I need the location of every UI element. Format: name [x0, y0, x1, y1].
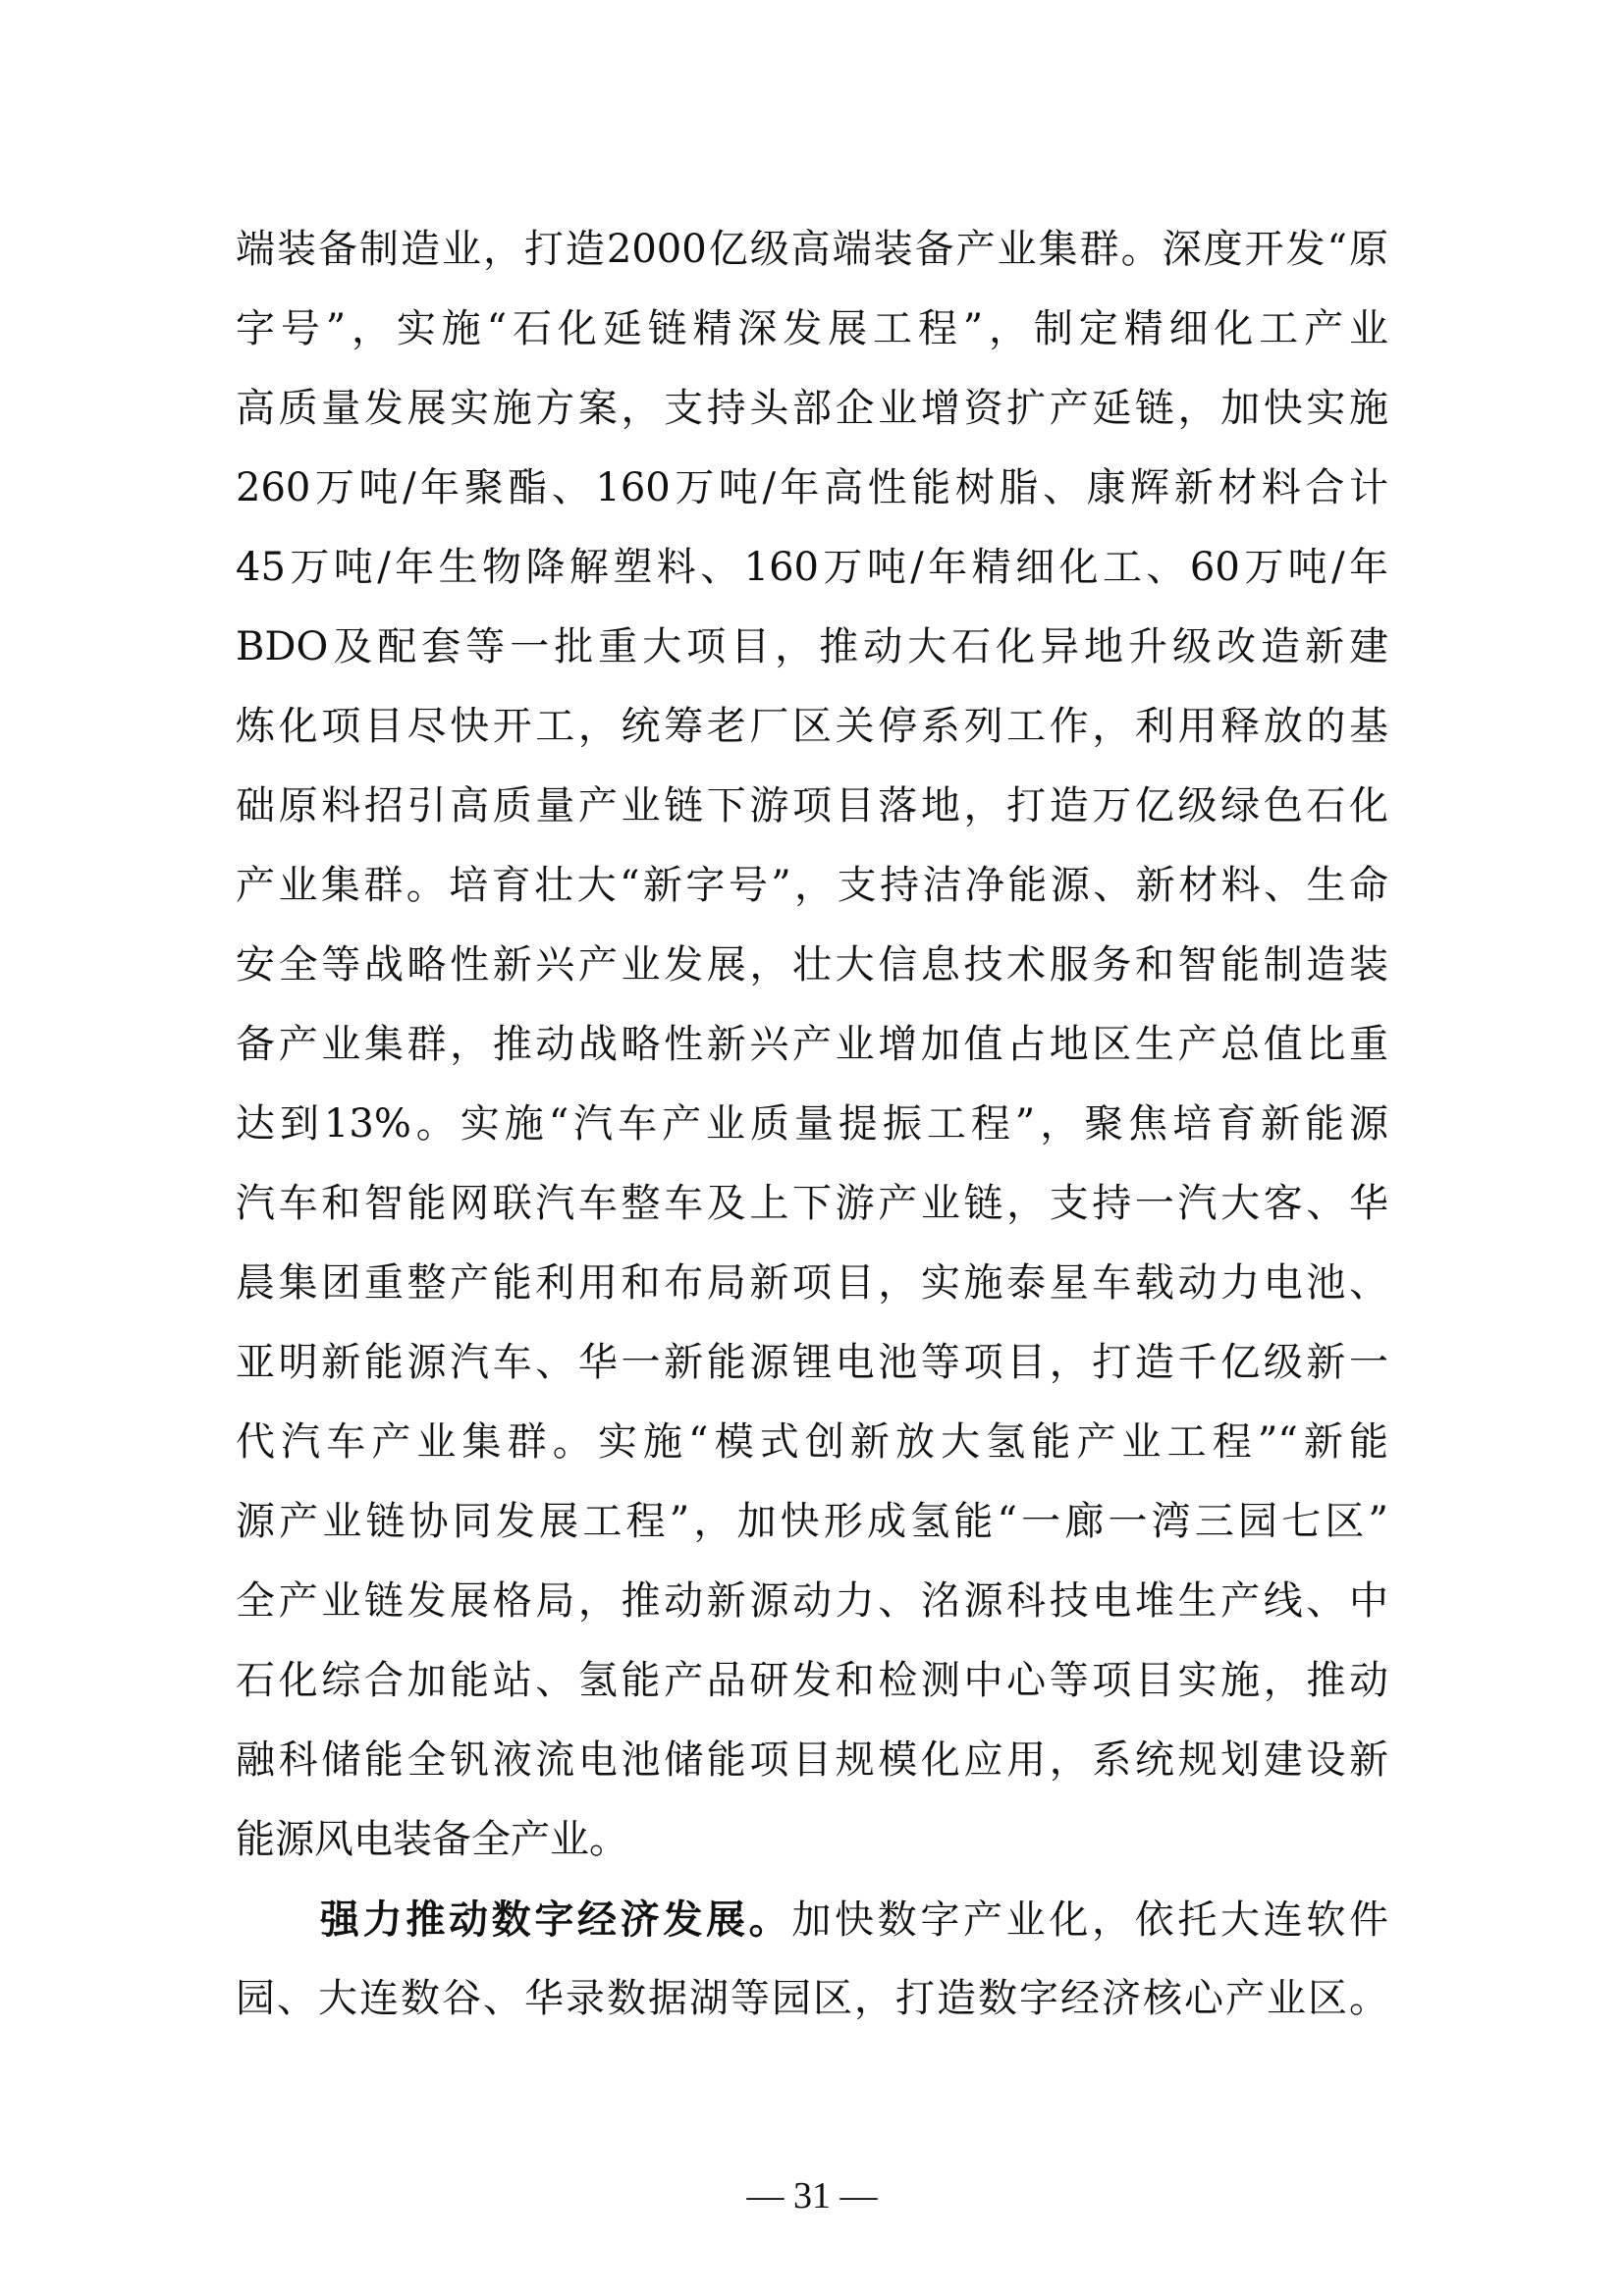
text-line: 石化综合加能站、氢能产品研发和检测中心等项目实施，推动: [236, 1658, 1388, 1703]
body-text: [236, 210, 1388, 2039]
text-line: 产业集群。培育壮大“新字号”，支持洁净能源、新材料、生命: [236, 863, 1388, 908]
text-line: 代汽车产业集群。实施“模式创新放大氢能产业工程”“新能: [236, 1419, 1388, 1465]
text-line: 晨集团重整产能利用和布局新项目，实施泰星车载动力电池、: [236, 1260, 1388, 1306]
text-line: 炼化项目尽快开工，统筹老厂区关停系列工作，利用释放的基: [236, 704, 1388, 749]
paragraph-heading: 强力推动数字经济发展。: [320, 1896, 792, 1943]
text-line: 础原料招引高质量产业链下游项目落地，打造万亿级绿色石化: [236, 783, 1388, 828]
text-line: 字号”，实施“石化延链精深发展工程”，制定精细化工产业: [236, 306, 1388, 351]
page-number: — 31 —: [746, 2175, 878, 2216]
text-line: 安全等战略性新兴产业发展，壮大信息技术服务和智能制造装: [236, 942, 1388, 988]
text-line: 高质量发展实施方案，支持头部企业增资扩产延链，加快实施: [236, 386, 1388, 431]
text-line: 全产业链发展格局，推动新源动力、洺源科技电堆生产线、中: [236, 1578, 1388, 1624]
text-line: BDO及配套等一批重大项目，推动大石化异地升级改造新建: [236, 624, 1388, 669]
text-line: 备产业集群，推动战略性新兴产业增加值占地区生产总值比重: [236, 1022, 1388, 1067]
text-segment: 加快数字产业化，依托大连软件: [791, 1897, 1389, 1943]
text-line: 源产业链协同发展工程”，加快形成氢能“一廊一湾三园七区”: [236, 1499, 1388, 1544]
text-line: 能源风电装备全产业。: [236, 1817, 628, 1862]
text-line: 260万吨/年聚酯、160万吨/年高性能树脂、康辉新材料合计: [236, 465, 1388, 510]
text-line: 园、大连数谷、华录数据湖等园区，打造数字经济核心产业区。: [236, 1976, 1388, 2021]
text-line: 融科储能全钒液流电池储能项目规模化应用，系统规划建设新: [236, 1737, 1388, 1783]
text-line: 端装备制造业，打造2000亿级高端装备产业集群。深度开发“原: [236, 227, 1388, 272]
text-line: 汽车和智能网联汽车整车及上下游产业链，支持一汽大客、华: [236, 1181, 1388, 1226]
text-line: 达到13%。实施“汽车产业质量提振工程”，聚焦培育新能源: [236, 1101, 1388, 1147]
text-line: 亚明新能源汽车、华一新能源锂电池等项目，打造千亿级新一: [236, 1340, 1388, 1385]
paragraph-first-line: [236, 1880, 1388, 1959]
text-line: 45万吨/年生物降解塑料、160万吨/年精细化工、60万吨/年: [236, 545, 1388, 590]
